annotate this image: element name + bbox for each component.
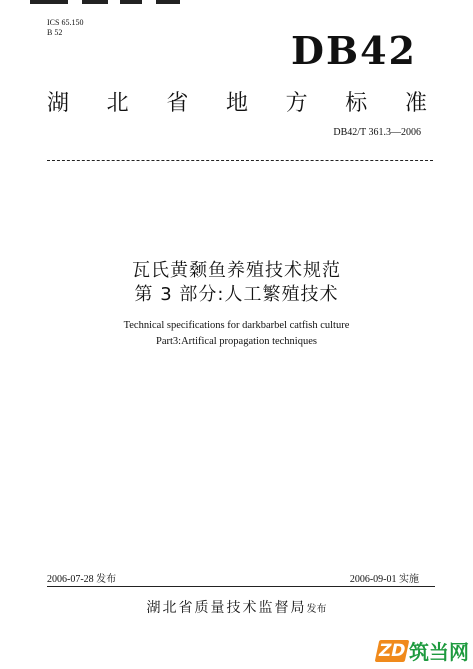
standard-type-char: 北: [106, 91, 129, 116]
standard-type-char: 标: [345, 91, 368, 116]
footer-divider: [47, 586, 435, 587]
standard-code: DB42: [291, 28, 417, 73]
standard-number: DB42/T 361.3—2006: [333, 127, 421, 138]
top-edge-marks: [0, 0, 473, 4]
standard-type-title: [47, 86, 427, 117]
english-title-line-1: Technical specifications for darkbarbel catfish culture: [123, 320, 350, 331]
standard-type-char: 地: [225, 91, 248, 116]
english-title-line-2: Part3:Artifical propagation techniques: [156, 336, 317, 347]
watermark-text: 筑当网: [409, 640, 469, 664]
standard-type-char: 湖: [47, 91, 70, 116]
standard-type-char: 方: [285, 91, 308, 116]
publisher-name: 湖北省质量技术监督局: [146, 600, 307, 616]
issue-date: 2006-07-28 发布: [47, 574, 117, 585]
chinese-title-line-2: 第 3 部分:人工繁殖技术: [134, 284, 339, 305]
ics-code: ICS 65.150: [47, 18, 84, 27]
watermark-logo: [377, 636, 469, 665]
header-divider: [47, 160, 433, 161]
implementation-date: 2006-09-01 实施: [349, 574, 419, 585]
standard-type-char: 准: [404, 91, 427, 116]
classification-code: B 52: [47, 28, 63, 37]
chinese-title-line-1: 瓦氏黄颡鱼养殖技术规范: [132, 260, 341, 281]
watermark-badge-icon: ZD: [376, 640, 408, 661]
standard-type-char: 省: [166, 91, 189, 116]
ics-block: [47, 18, 83, 38]
publisher-suffix: 发布: [306, 604, 327, 615]
publisher-line: [0, 597, 473, 617]
